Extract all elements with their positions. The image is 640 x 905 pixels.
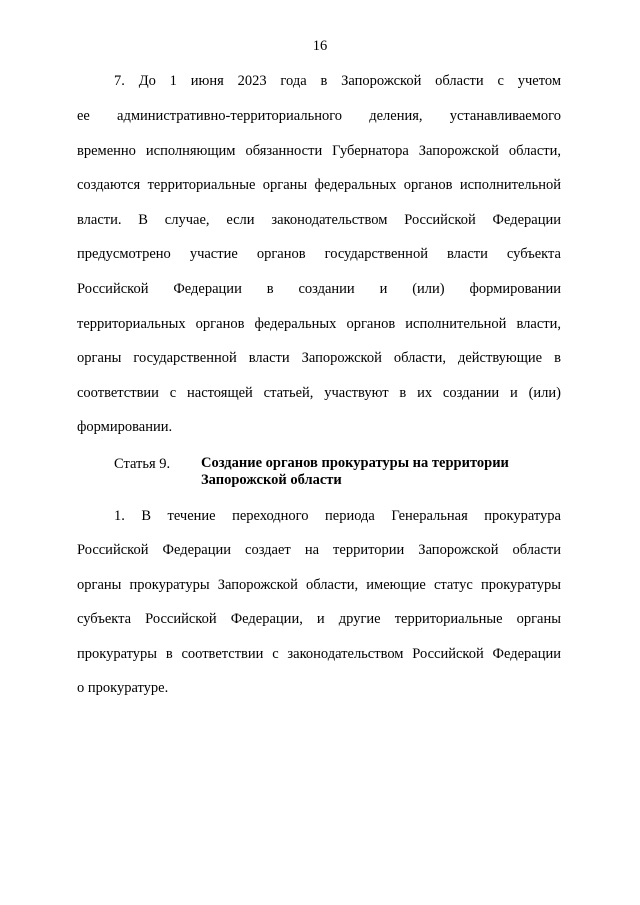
paragraph-line: субъекта Российской Федерации, и другие территориальные органы (77, 611, 561, 627)
page-number: 16 (312, 38, 328, 54)
article-title (201, 455, 561, 489)
paragraph-line: органы прокуратуры Запорожской области, имеющие статус прокуратуры (77, 577, 561, 593)
paragraph-line: предусмотрено участие органов государственной власти субъекта (77, 246, 561, 262)
paragraph-line: соответствии с настоящей статьей, участвуют в их создании и (или) (77, 385, 561, 401)
paragraph-line: Российской Федерации создает на территории Запорожской области (77, 542, 561, 558)
paragraph-line: 7. До 1 июня 2023 года в Запорожской области с учетом (114, 73, 561, 89)
paragraph-line: прокуратуры в соответствии с законодательством Российской Федерации (77, 646, 561, 662)
paragraph-line: власти. В случае, если законодательством Российской Федерации (77, 212, 561, 228)
paragraph-line: Российской Федерации в создании и (или) формировании (77, 281, 561, 297)
paragraph-line: о прокуратуре. (77, 680, 169, 696)
paragraph-line: формировании. (77, 419, 173, 435)
paragraph-line: временно исполняющим обязанности Губернатора Запорожской области, (77, 143, 561, 159)
paragraph-line: 1. В течение переходного периода Генеральная прокуратура (114, 508, 561, 524)
article-label: Статья 9. (114, 456, 171, 472)
paragraph-line: создаются территориальные органы федеральных органов исполнительной (77, 177, 561, 193)
paragraph-line: органы государственной власти Запорожской области, действующие в (77, 350, 561, 366)
article-title-line: Запорожской области (201, 472, 342, 488)
article-title-line: Создание органов прокуратуры на территории (201, 455, 509, 471)
paragraph-line: территориальных органов федеральных органов исполнительной власти, (77, 316, 561, 332)
paragraph-line: ее административно-территориального деления, устанавливаемого (77, 108, 561, 124)
